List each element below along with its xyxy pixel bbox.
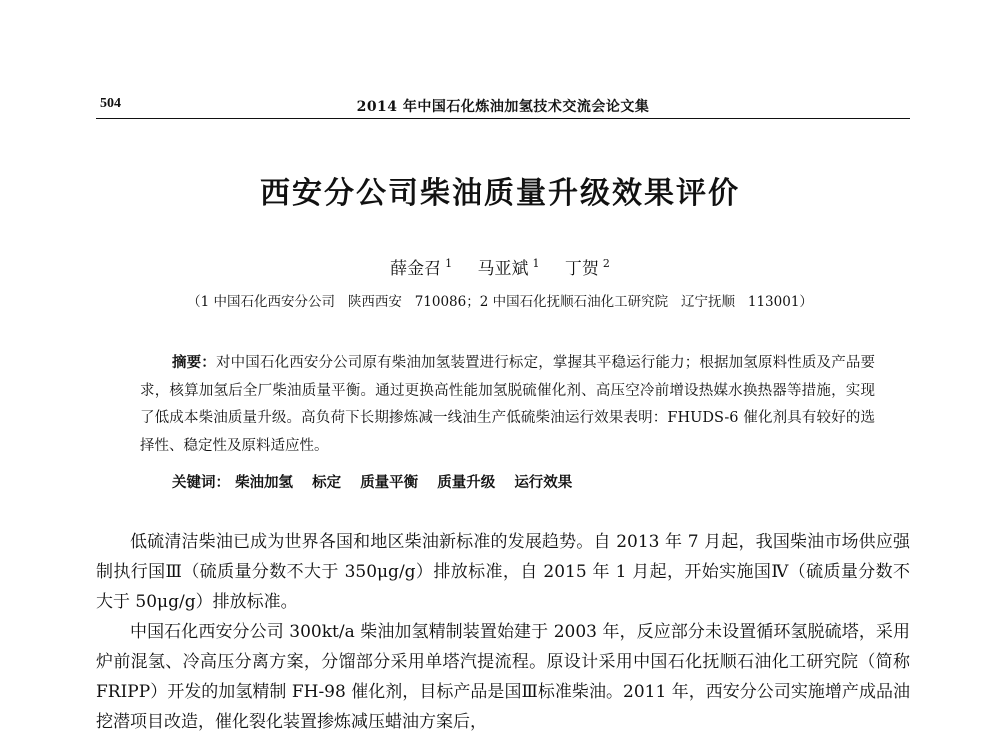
author: 丁贺 $^2$ (564, 257, 610, 279)
author: 马亚斌 $^1$ (477, 257, 540, 279)
affiliation-mark: 1 (532, 257, 540, 271)
keyword: 运行效果 (514, 475, 573, 491)
affiliation-mark: 1 (445, 257, 453, 271)
running-header (96, 96, 910, 119)
author: 薛金召 $^1$ (390, 257, 453, 279)
abstract-text: 对中国石化西安分公司原有柴油加氢装置进行标定，掌握其平稳运行能力；根据加氢原料性质及产品要求，核算加氢后全厂柴油质量平衡。通过更换高性能加氢脱硫催化剂、高压空冷前增设热媒水换热器等措施，实现了低成本柴油质量升级。高负荷下长期掺炼减一线油生产低硫柴油运行效果表明：FHUDS-6 催化剂具有较好的选择性、稳定性及原料适应性。 (140, 355, 876, 454)
abstract (140, 350, 875, 460)
page-number: 504 (100, 96, 121, 111)
keywords-label: 关键词： (172, 475, 230, 491)
keyword: 质量升级 (437, 475, 496, 491)
article-title: 西安分公司柴油质量升级效果评价 (260, 176, 740, 211)
keywords (172, 471, 872, 492)
author-list (0, 254, 1000, 279)
body-paragraph: 低硫清洁柴油已成为世界各国和地区柴油新标准的发展趋势。自 2013 年 7 月起，我国柴油市场供应强制执行国Ⅲ（硫质量分数不大于 350μg/g）排放标准，自 2015 年 1 月起，开始实施国Ⅳ（硫质量分数不大于 50μg/g）排放标准。 (96, 532, 910, 612)
keyword: 标定 (312, 475, 342, 491)
body-text (96, 527, 910, 737)
abstract-label: 摘要： (172, 355, 216, 371)
keyword: 质量平衡 (360, 475, 419, 491)
journal-title: 2014 年中国石化炼油加氢技术交流会论文集 (356, 99, 650, 115)
affiliation-mark: 2 (602, 257, 610, 271)
body-paragraph: 中国石化西安分公司 300kt/a 柴油加氢精制装置始建于 2003 年，反应部分未设置循环氢脱硫塔，采用炉前混氢、冷高压分离方案，分馏部分采用单塔汽提流程。原设计采用中国石化抚顺石油化工研究院（简称 FRIPP）开发的加氢精制 FH-98 催化剂，目标产品是国Ⅲ标准柴油。2011 年，西安分公司实施增产成品油挖潜项目改造，催化裂化装置掺炼减压蜡油方案后， (96, 622, 910, 732)
affiliation: （1 中国石化西安分公司 陕西西安 710086；2 中国石化抚顺石油化工研究院 辽宁抚顺 113001） (187, 294, 813, 310)
keyword: 柴油加氢 (235, 475, 294, 491)
